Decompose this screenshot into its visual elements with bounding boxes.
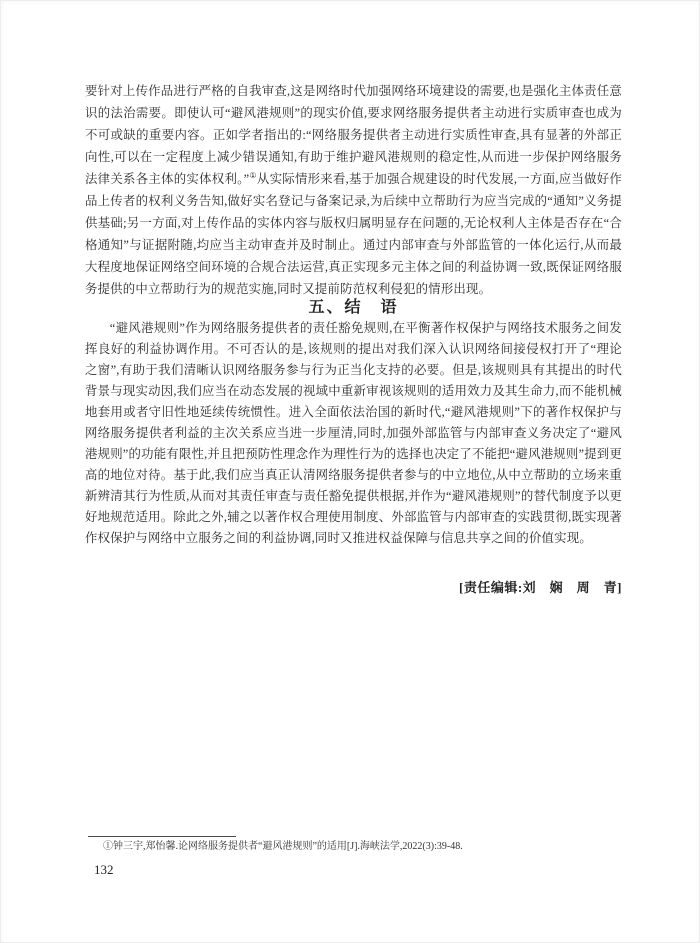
footnote-citation: ①钟三宇,郑怡馨.论网络服务提供者“避风港规则”的适用[J].海峡法学,2022(3):39-48. [103,841,463,852]
footnote-divider [88,836,236,837]
conclusion-paragraph: “避风港规则”作为网络服务提供者的责任豁免规则,在平衡著作权保护与网络技术服务之间发挥良好的利益协调作用。不可否认的是,该规则的提出对我们深入认识网络间接侵权打开了“理论之窗”,有助于我们清晰认识网络服务参与行为正当化支持的必要。但是,该规则具有其提出的时代背景与现实动因,我们应当在动态发展的视域中重新审视该规则的适用效力及其生命力,而不能机械地套用或者守旧性地延续传统惯性。进入全面依法治国的新时代,“避风港规则”下的著作权保护与网络服务提供者利益的主次关系应当进一步厘清,同时,加强外部监管与内部审查义务决定了“避风港规则”的功能有限性,并且把预防性理念作为理性行为的选择也决定了不能把“避风港规则”提到更高的地位对待。基于此,我们应当真正认清网络服务提供者参与的中立地位,从中立帮助的立场来重新辨清其行为性质,从而对其责任审查与责任豁免提供根据,并作为“避风港规则”的替代制度予以更好地规范适用。除此之外,辅之以著作权合理使用制度、外部监管与内部审查的实践贯彻,既实现著作权保护与网络中立服务之间的利益协调,同时又推进权益保障与信息共享之间的价值实现。 [85,321,622,545]
page-number: 132 [94,862,114,877]
section-heading: 五、结 语 [308,299,399,316]
paragraph-text-after-ref: 从实际情形来看,基于加强合规建设的时代发展,一方面,应当做好作品上传者的权利义务告知,做好实名登记与备案记录,为后续中立帮助行为应当完成的“通知”义务提供基础;另一方面,对上传作品的实体内容与版权归属明显存在问题的,无论权利人主体是否存在“合格通知”与证据附随,均应当主动审查并及时制止。通过内部审查与外部监管的一体化运行,从而最大程度地保证网络空间环境的合规合法运营,真正实现多元主体之间的利益协调一致,既保证网络服务提供的中立帮助行为的规范实施,同时又提前防范权利侵犯的情形出现。 [85,172,623,296]
paragraph-text-before-ref: 要针对上传作品进行严格的自我审查,这是网络时代加强网络环境建设的需要,也是强化主体责任意识的法治需要。即使认可“避风港规则”的现实价值,要求网络服务提供者主动进行实质审查也成为不可或缺的重要内容。正如学者指出的:“网络服务提供者主动进行实质性审查,具有显著的外部正向性,可以在一定程度上减少错误通知,有助于维护避风港规则的稳定性,从而进一步保护网络服务法律关系各主体的实体权利。” [85,84,622,186]
editor-credit: [责任编辑:刘 娴 周 青] [459,580,622,595]
paragraph-continuation [85,80,622,300]
footnote-reference-mark: ① [249,170,257,180]
